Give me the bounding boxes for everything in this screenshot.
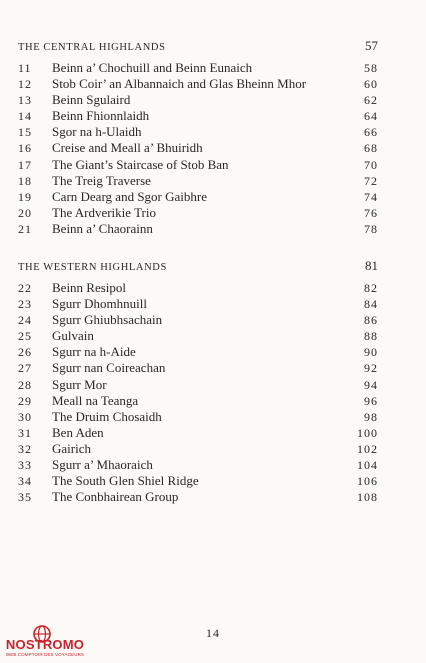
entry-page: 106 [357,474,378,489]
watermark-name: NOSTROMO [5,637,85,652]
entry-title: Sgurr nan Coireachan [52,360,166,376]
entry-title: Beinn Resipol [52,280,127,295]
entry-number: 30 [18,409,32,424]
entry-number: 14 [18,109,32,124]
section-header-western-highlands [18,258,378,274]
entry-title: The Giant’s Staircase of Stob Ban [52,156,229,172]
entry-title: Sgurr Ghiubhsachain [52,312,163,328]
toc-entry [18,393,378,409]
toc-entry [18,108,378,124]
toc-entry [18,344,378,360]
entry-page: 98 [364,409,378,424]
entry-title: Carn Dearg and Sgor Gaibhre [52,188,207,204]
entry-page: 58 [364,61,378,75]
entry-number: 29 [18,393,32,408]
entry-number: 33 [18,458,32,473]
entry-page: 72 [364,173,378,188]
toc-entry [18,360,378,376]
entry-page: 64 [364,109,378,124]
entry-number: 23 [18,297,32,312]
entry-title: The Druim Chosaidh [52,408,162,424]
nostromo-watermark-logo [2,624,88,658]
toc-entry [18,92,378,108]
section-page-number: 81 [365,258,378,273]
toc-list-central-highlands [18,60,378,237]
toc-entry [18,221,378,237]
entry-number: 22 [18,281,32,295]
entry-title: Beinn Sgulaird [52,92,131,108]
entry-page: 84 [364,297,378,312]
entry-page: 104 [357,458,378,473]
entry-title: Gulvain [52,328,94,344]
section-title: THE CENTRAL HIGHLANDS [18,42,166,53]
entry-page: 88 [364,329,378,344]
section-title: THE WESTERN HIGHLANDS [18,262,167,273]
entry-number: 24 [18,313,32,328]
entry-page: 74 [364,189,378,204]
entry-page: 76 [364,205,378,220]
entry-page: 68 [364,141,378,156]
entry-number: 17 [18,157,32,172]
entry-page: 92 [364,361,378,376]
entry-title: Gairich [52,440,91,456]
toc-entry [18,473,378,489]
toc-entry [18,489,378,505]
section-header-central-highlands [18,38,378,54]
entry-number: 16 [18,141,32,156]
entry-title: Sgurr Dhomhnuill [52,296,147,312]
toc-entry [18,457,378,473]
entry-page: 70 [364,157,378,172]
toc-entry [18,76,378,92]
entry-number: 31 [18,425,32,440]
entry-page: 100 [357,425,378,440]
toc-entry [18,328,378,344]
entry-page: 90 [364,345,378,360]
entry-number: 11 [18,61,32,75]
entry-title: The South Glen Shiel Ridge [52,473,199,489]
toc-entry [18,296,378,312]
entry-title: The Ardverikie Trio [52,204,156,220]
entry-title: Sgurr na h-Aide [52,344,136,360]
entry-number: 35 [18,490,32,505]
toc-entry [18,60,378,76]
entry-page: 102 [357,441,378,456]
toc-entry [18,441,378,457]
entry-number: 18 [18,173,32,188]
entry-page: 66 [364,125,378,140]
toc-entry [18,124,378,140]
entry-title: Ben Aden [52,424,104,440]
entry-page: 86 [364,313,378,328]
entry-number: 26 [18,345,32,360]
entry-number: 28 [18,377,32,392]
entry-page: 60 [364,77,378,92]
toc-entry [18,205,378,221]
entry-page: 96 [364,393,378,408]
entry-title: Creise and Meall a’ Bhuiridh [52,140,203,156]
toc-entry [18,377,378,393]
entry-title: Stob Coir’ an Albannaich and Glas Bheinn Mhor [52,76,307,92]
toc-entry [18,425,378,441]
entry-number: 21 [18,221,32,236]
entry-number: 32 [18,441,32,456]
toc-entry [18,312,378,328]
toc-entry [18,173,378,189]
entry-number: 34 [18,474,32,489]
entry-number: 27 [18,361,32,376]
entry-title: Meall na Teanga [52,392,139,408]
entry-title: The Treig Traverse [52,172,151,188]
entry-number: 20 [18,205,32,220]
entry-number: 25 [18,329,32,344]
entry-page: 94 [364,377,378,392]
section-page-number: 57 [365,38,378,53]
entry-page: 82 [364,281,378,295]
entry-number: 12 [18,77,32,92]
toc-entry [18,157,378,173]
entry-title: The Conbhairean Group [52,489,179,505]
toc-entry [18,280,378,296]
entry-number: 13 [18,93,32,108]
toc-entry [18,140,378,156]
entry-title: Sgurr Mor [52,376,107,392]
entry-title: Sgurr a’ Mhaoraich [52,457,153,473]
watermark-tagline: WEB COMPTOIR DES VOYAGEURS [5,652,85,657]
toc-entry [18,189,378,205]
entry-number: 15 [18,125,32,140]
page-number: 14 [206,626,220,640]
entry-title: Beinn a’ Chaorainn [52,220,153,236]
entry-title: Beinn a’ Chochuill and Beinn Eunaich [52,60,253,75]
entry-page: 78 [364,221,378,236]
toc-entry [18,409,378,425]
entry-page: 108 [357,490,378,505]
toc-list-western-highlands [18,280,378,505]
entry-number: 19 [18,189,32,204]
entry-title: Beinn Fhionnlaidh [52,108,150,124]
entry-page: 62 [364,93,378,108]
entry-title: Sgor na h-Ulaidh [52,124,142,140]
